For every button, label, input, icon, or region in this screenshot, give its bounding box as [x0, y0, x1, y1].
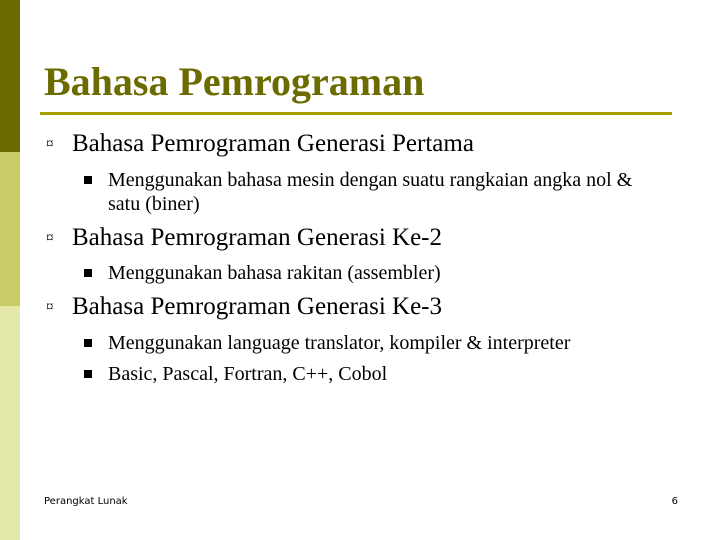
square-bullet-icon: [84, 339, 92, 347]
bullet-glyph: ¤: [46, 136, 54, 152]
bullet-text: Menggunakan bahasa rakitan (assembler): [108, 262, 441, 284]
bullet-text: Bahasa Pemrograman Generasi Ke-2: [72, 224, 442, 251]
bullet-level1-generasi-ke-2: [46, 224, 442, 252]
bullet-text: Bahasa Pemrograman Generasi Ke-3: [72, 293, 442, 320]
bullet-text: Bahasa Pemrograman Generasi Pertama: [72, 130, 474, 157]
accent-bar-mid-segment: [0, 152, 20, 306]
footer-label: Perangkat Lunak: [44, 496, 128, 507]
square-bullet-icon: [84, 370, 92, 378]
accent-bar-dark-segment: [0, 0, 20, 152]
bullet-level1-generasi-pertama: [46, 130, 474, 158]
slide-title: Bahasa Pemrograman: [44, 59, 425, 104]
bullet-glyph: ¤: [46, 299, 54, 315]
bullet-text: Basic, Pascal, Fortran, C++, Cobol: [108, 363, 388, 385]
bullet-text: Menggunakan language translator, kompiler & interpreter: [108, 332, 571, 354]
bullet-glyph: ¤: [46, 230, 54, 246]
square-bullet-icon: [84, 176, 92, 184]
title-underline-rule: [40, 112, 672, 115]
left-accent-bar: [0, 0, 20, 540]
bullet-level1-generasi-ke-3: [46, 293, 442, 321]
accent-bar-light-segment: [0, 306, 20, 540]
bullet-text: Menggunakan bahasa mesin dengan suatu rangkaian angka nol & satu (biner): [108, 169, 633, 215]
square-bullet-icon: [84, 269, 92, 277]
page-number: 6: [671, 496, 678, 507]
